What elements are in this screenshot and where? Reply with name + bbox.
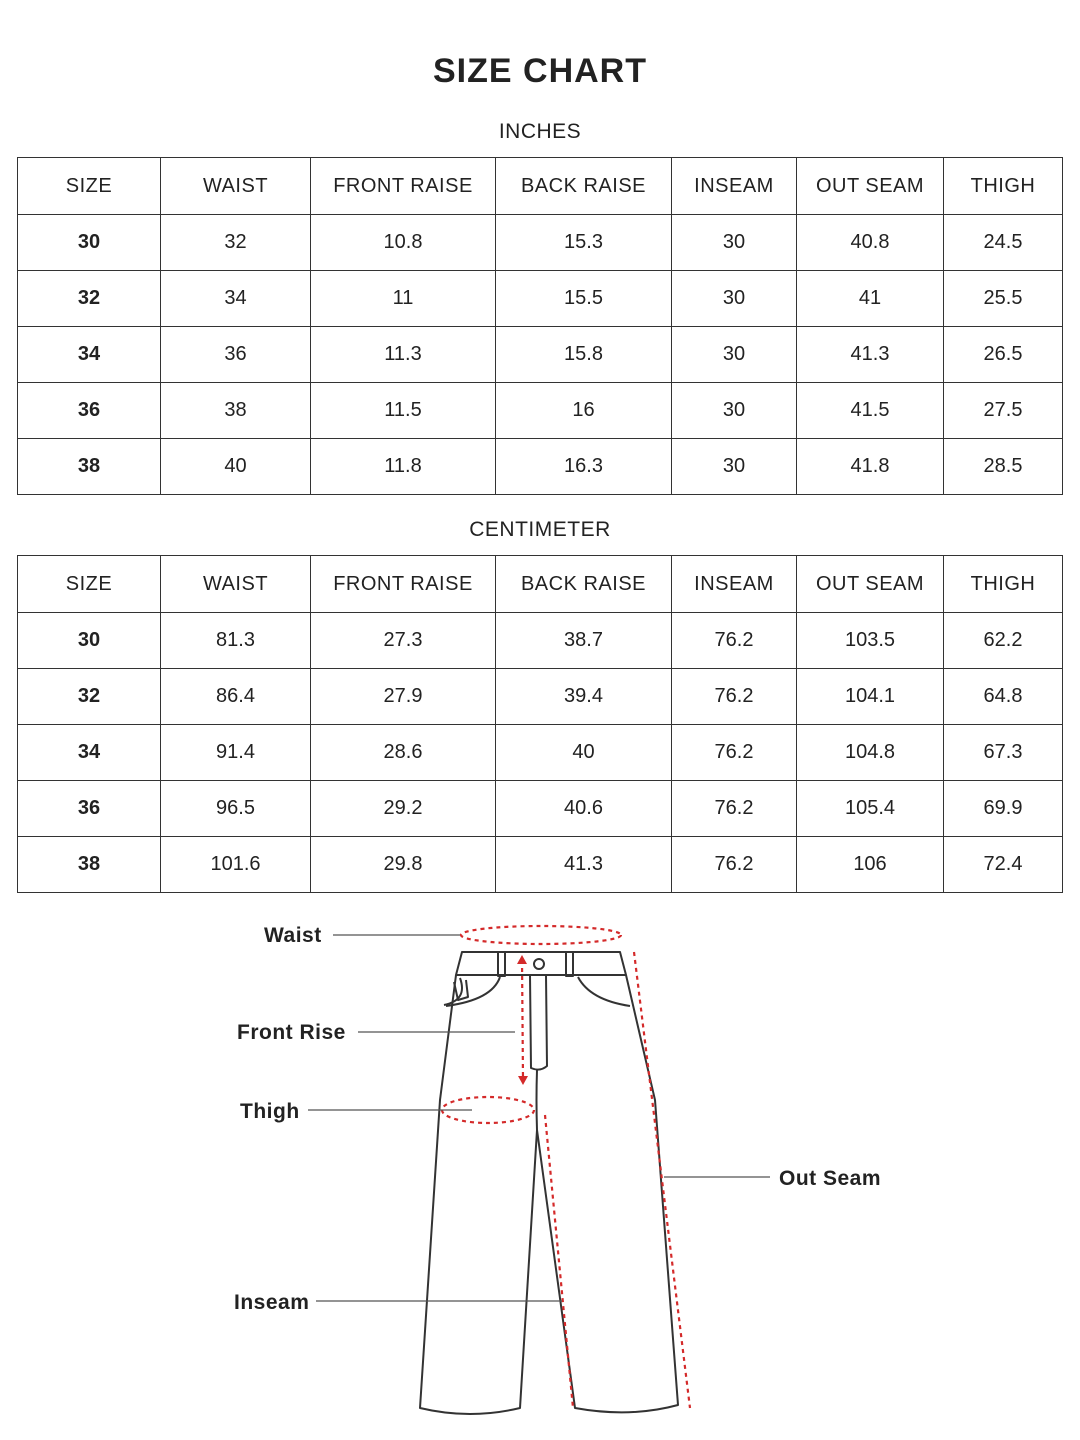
table-row <box>18 837 1063 893</box>
jeans-outline <box>420 952 678 1414</box>
measurement-cell: 104.1 <box>797 669 944 725</box>
column-header-thigh: THIGH <box>944 556 1063 613</box>
right-leg <box>537 975 678 1412</box>
measurement-cell: 30 <box>672 271 797 327</box>
table-row <box>18 215 1063 271</box>
belt-loop-left <box>498 952 505 976</box>
measurement-cell: 72.4 <box>944 837 1063 893</box>
size-cell: 36 <box>18 781 161 837</box>
right-pocket-curve <box>578 977 630 1006</box>
measurement-cell: 11.5 <box>311 383 496 439</box>
table-row <box>18 613 1063 669</box>
leader-lines <box>308 935 770 1301</box>
measurement-cell: 15.5 <box>496 271 672 327</box>
measurement-cell: 16.3 <box>496 439 672 495</box>
left-leg <box>420 975 537 1414</box>
arrow-up-icon <box>517 955 527 964</box>
measurement-cell: 41.8 <box>797 439 944 495</box>
measurement-cell: 76.2 <box>672 613 797 669</box>
measurement-cell: 30 <box>672 383 797 439</box>
measurement-cell: 76.2 <box>672 669 797 725</box>
column-header-waist: WAIST <box>161 556 311 613</box>
measurement-cell: 26.5 <box>944 327 1063 383</box>
measurement-cell: 38.7 <box>496 613 672 669</box>
column-header-size: SIZE <box>18 556 161 613</box>
measurement-cell: 76.2 <box>672 781 797 837</box>
size-cell: 34 <box>18 725 161 781</box>
size-cell: 32 <box>18 669 161 725</box>
measurement-cell: 106 <box>797 837 944 893</box>
measurement-cell: 41.5 <box>797 383 944 439</box>
table-row <box>18 669 1063 725</box>
front-rise-label: Front Rise <box>237 1021 346 1044</box>
size-cell: 30 <box>18 215 161 271</box>
thigh-label: Thigh <box>240 1100 300 1123</box>
table-row <box>18 725 1063 781</box>
measurement-cell: 64.8 <box>944 669 1063 725</box>
measurement-cell: 86.4 <box>161 669 311 725</box>
measurement-cell: 40.6 <box>496 781 672 837</box>
column-header-inseam: INSEAM <box>672 556 797 613</box>
table-header-row <box>18 158 1063 215</box>
column-header-front-raise: FRONT RAISE <box>311 158 496 215</box>
out-seam-label: Out Seam <box>779 1167 882 1190</box>
measurement-cell: 96.5 <box>161 781 311 837</box>
column-header-out-seam: OUT SEAM <box>797 158 944 215</box>
column-header-inseam: INSEAM <box>672 158 797 215</box>
measurement-cell: 62.2 <box>944 613 1063 669</box>
measurement-cell: 41.3 <box>496 837 672 893</box>
table-row <box>18 439 1063 495</box>
size-cell: 38 <box>18 837 161 893</box>
table-row <box>18 271 1063 327</box>
measurement-cell: 29.8 <box>311 837 496 893</box>
fly <box>530 975 547 1070</box>
size-cell: 30 <box>18 613 161 669</box>
measurement-cell: 36 <box>161 327 311 383</box>
measurement-cell: 11 <box>311 271 496 327</box>
measurement-cell: 38 <box>161 383 311 439</box>
measurement-cell: 11.3 <box>311 327 496 383</box>
measurement-cell: 41 <box>797 271 944 327</box>
measurement-cell: 28.5 <box>944 439 1063 495</box>
measurement-cell: 67.3 <box>944 725 1063 781</box>
column-header-out-seam: OUT SEAM <box>797 556 944 613</box>
column-header-size: SIZE <box>18 158 161 215</box>
measurement-cell: 76.2 <box>672 725 797 781</box>
measurement-cell: 91.4 <box>161 725 311 781</box>
table-row <box>18 327 1063 383</box>
measurement-cell: 34 <box>161 271 311 327</box>
measurement-cell: 76.2 <box>672 837 797 893</box>
measurement-cell: 40 <box>496 725 672 781</box>
button <box>534 959 544 969</box>
column-header-thigh: THIGH <box>944 158 1063 215</box>
measurement-cell: 40 <box>161 439 311 495</box>
measurement-cell: 32 <box>161 215 311 271</box>
measurement-cell: 81.3 <box>161 613 311 669</box>
measurement-cell: 16 <box>496 383 672 439</box>
table-header-row <box>18 556 1063 613</box>
waist-label: Waist <box>264 924 322 947</box>
column-header-waist: WAIST <box>161 158 311 215</box>
inseam-label: Inseam <box>234 1291 310 1314</box>
measurement-cell: 30 <box>672 327 797 383</box>
waist-measure <box>461 926 621 944</box>
measurement-cell: 105.4 <box>797 781 944 837</box>
measurement-cell: 24.5 <box>944 215 1063 271</box>
column-header-front-raise: FRONT RAISE <box>311 556 496 613</box>
crotch-seam <box>537 1070 538 1130</box>
table-row <box>18 383 1063 439</box>
measurement-cell: 69.9 <box>944 781 1063 837</box>
measurement-cell: 104.8 <box>797 725 944 781</box>
size-cell: 38 <box>18 439 161 495</box>
measurement-cell: 15.8 <box>496 327 672 383</box>
table-row <box>18 781 1063 837</box>
inches-size-table <box>17 157 1063 495</box>
measurement-cell: 15.3 <box>496 215 672 271</box>
measurement-cell: 30 <box>672 215 797 271</box>
size-cell: 34 <box>18 327 161 383</box>
measurement-cell: 41.3 <box>797 327 944 383</box>
inseam-measure <box>545 1115 573 1408</box>
measurement-cell: 29.2 <box>311 781 496 837</box>
measurement-cell: 25.5 <box>944 271 1063 327</box>
jeans-measurement-diagram <box>0 900 1080 1440</box>
arrow-down-icon <box>518 1076 528 1085</box>
measurement-cell: 11.8 <box>311 439 496 495</box>
measurement-cell: 39.4 <box>496 669 672 725</box>
measurement-cell: 10.8 <box>311 215 496 271</box>
waistband <box>456 952 626 975</box>
measurement-cell: 30 <box>672 439 797 495</box>
measurement-cell: 27.9 <box>311 669 496 725</box>
size-cell: 36 <box>18 383 161 439</box>
centimeter-size-table <box>17 555 1063 893</box>
page-title: SIZE CHART <box>433 52 647 90</box>
size-cell: 32 <box>18 271 161 327</box>
measurement-cell: 27.3 <box>311 613 496 669</box>
measurement-cell: 101.6 <box>161 837 311 893</box>
column-header-back-raise: BACK RAISE <box>496 556 672 613</box>
front-rise-measure <box>522 960 523 1080</box>
inches-heading: INCHES <box>498 120 582 143</box>
measurement-cell: 27.5 <box>944 383 1063 439</box>
measurement-cell: 28.6 <box>311 725 496 781</box>
measurement-cell: 103.5 <box>797 613 944 669</box>
belt-loop-right <box>566 952 573 976</box>
measurement-cell: 40.8 <box>797 215 944 271</box>
centimeter-heading: CENTIMETER <box>469 518 611 541</box>
column-header-back-raise: BACK RAISE <box>496 158 672 215</box>
jeans-illustration <box>0 900 1080 1440</box>
